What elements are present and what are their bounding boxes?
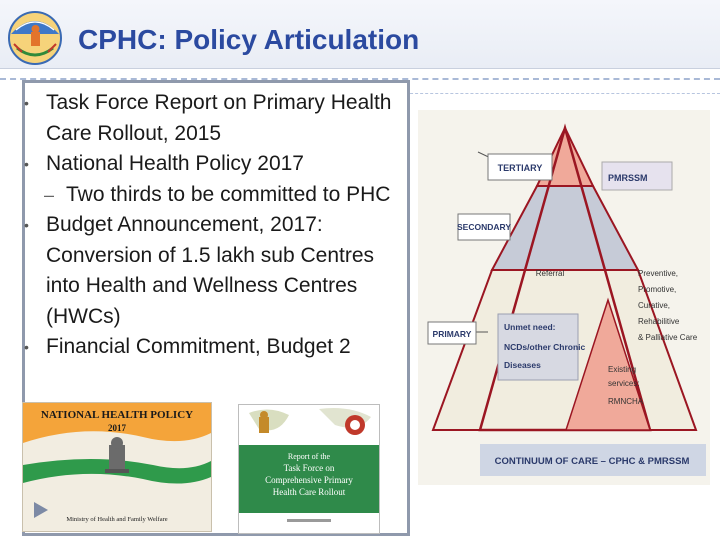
nhp-title: NATIONAL HEALTH POLICY [40,409,194,421]
services-line2: Promotive, [638,285,677,294]
referral-label: Referral [535,269,565,278]
dash-bullet-icon: – [44,184,55,205]
bullet-icon: • [24,339,29,355]
bullet-text: Task Force Report on Primary Health Care Rollout, 2015 [46,91,392,145]
nhp-year: 2017 [108,423,126,433]
title-bar [0,0,720,69]
bullet-icon: • [24,217,29,233]
tertiary-label: TERTIARY [497,163,543,173]
nhp-cover-art [23,403,211,531]
unmet-line1: Unmet need: [504,322,556,332]
secondary-label: SECONDARY [457,222,511,232]
unmet-line2: NCDs/other Chronic [504,342,586,352]
national-health-policy-cover [22,402,212,532]
bullet-icon: • [24,95,29,111]
slide-title: CPHC: Policy Articulation [78,24,420,55]
nhp-ministry: Ministry of Health and Family Welfare [66,516,168,523]
task-force-cover-art [239,405,379,533]
bullet-list [22,88,402,363]
report-line3: Comprehensive Primary [265,475,353,485]
existing-line3: RMNCHA [608,397,644,406]
primary-label: PRIMARY [432,329,472,339]
ministry-seal-icon [345,415,365,435]
pmrssm-label: PMRSSM [608,173,648,183]
sub-bullet-text: Two thirds to be committed to PHC [66,182,391,206]
continuum-of-care-pyramid [418,110,710,485]
task-force-report-cover [238,404,380,534]
existing-line1: Existing [608,365,637,374]
bullet-item [22,210,402,332]
play-icon[interactable] [33,501,49,519]
sub-bullet-item [22,180,402,211]
services-line3: Curative, [638,301,671,310]
bullet-text: Budget Announcement, 2017: Conversion of 1.5 lakh sub Centres into Health and Wellness Centres (HWCs) [46,213,375,328]
figure-divider [400,93,720,94]
bullet-icon: • [24,156,29,172]
services-line5: & Palliative Care [638,333,698,342]
report-line4: Health Care Rollout [272,487,346,497]
existing-line2: services: [608,379,640,388]
report-line2: Task Force on [283,463,335,473]
bullet-item [22,88,402,149]
bullet-item [22,332,402,363]
bullet-text: Financial Commitment, Budget 2 [46,335,351,358]
continuum-footer: CONTINUUM OF CARE – CPHC & PMRSSM [494,456,690,467]
state-emblem-icon [259,411,269,433]
services-line1: Preventive, [638,269,679,278]
bullet-text: National Health Policy 2017 [46,152,304,175]
report-line1: Report of the [287,452,331,461]
services-line4: Rehabilitive [638,317,680,326]
bullet-item [22,149,402,180]
unmet-line3: Diseases [504,360,541,370]
organization-emblem-icon [2,4,68,66]
